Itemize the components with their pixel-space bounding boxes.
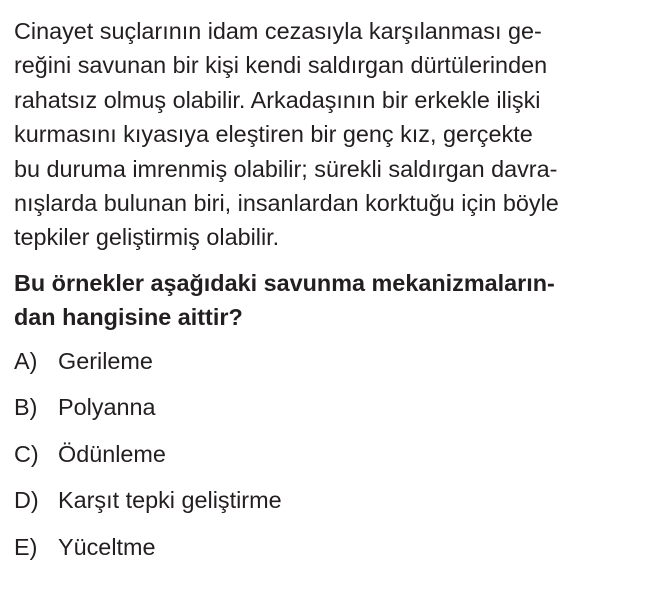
option-text: Gerileme xyxy=(58,347,153,374)
option-a[interactable] xyxy=(14,344,638,391)
option-text: Ödünleme xyxy=(58,440,166,467)
option-text: Karşıt tepki geliştirme xyxy=(58,487,282,514)
option-letter: D) xyxy=(14,487,39,514)
option-b[interactable] xyxy=(14,390,638,437)
passage-line: nışlarda bulunan biri, insanlardan korktuğu için böyle xyxy=(14,190,559,217)
passage-line: tepkiler geliştirmiş olabilir. xyxy=(14,224,280,251)
option-text: Yüceltme xyxy=(58,534,156,561)
passage-line: Cinayet suçlarının idam cezasıyla karşılanması ge- xyxy=(14,18,542,44)
passage-text xyxy=(14,14,638,255)
option-letter: A) xyxy=(14,347,38,374)
question-line: dan hangisine aittir? xyxy=(14,304,243,331)
passage-line: reğini savunan bir kişi kendi saldırgan dürtülerinden xyxy=(14,52,548,79)
option-d[interactable] xyxy=(14,483,638,530)
option-e[interactable] xyxy=(14,530,638,577)
option-text: Polyanna xyxy=(58,394,156,421)
passage-line: kurmasını kıyasıya eleştiren bir genç kız, gerçekte xyxy=(14,121,533,148)
passage-line: bu duruma imrenmiş olabilir; sürekli saldırgan davra- xyxy=(14,155,558,182)
answer-options xyxy=(14,344,638,577)
question-line: Bu örnekler aşağıdaki savunma mekanizmaların- xyxy=(14,269,555,296)
option-letter: C) xyxy=(14,440,39,467)
question-stem xyxy=(14,266,638,335)
option-letter: B) xyxy=(14,394,38,421)
option-c[interactable] xyxy=(14,437,638,484)
passage-line: rahatsız olmuş olabilir. Arkadaşının bir erkekle ilişki xyxy=(14,86,541,113)
option-letter: E) xyxy=(14,534,38,561)
